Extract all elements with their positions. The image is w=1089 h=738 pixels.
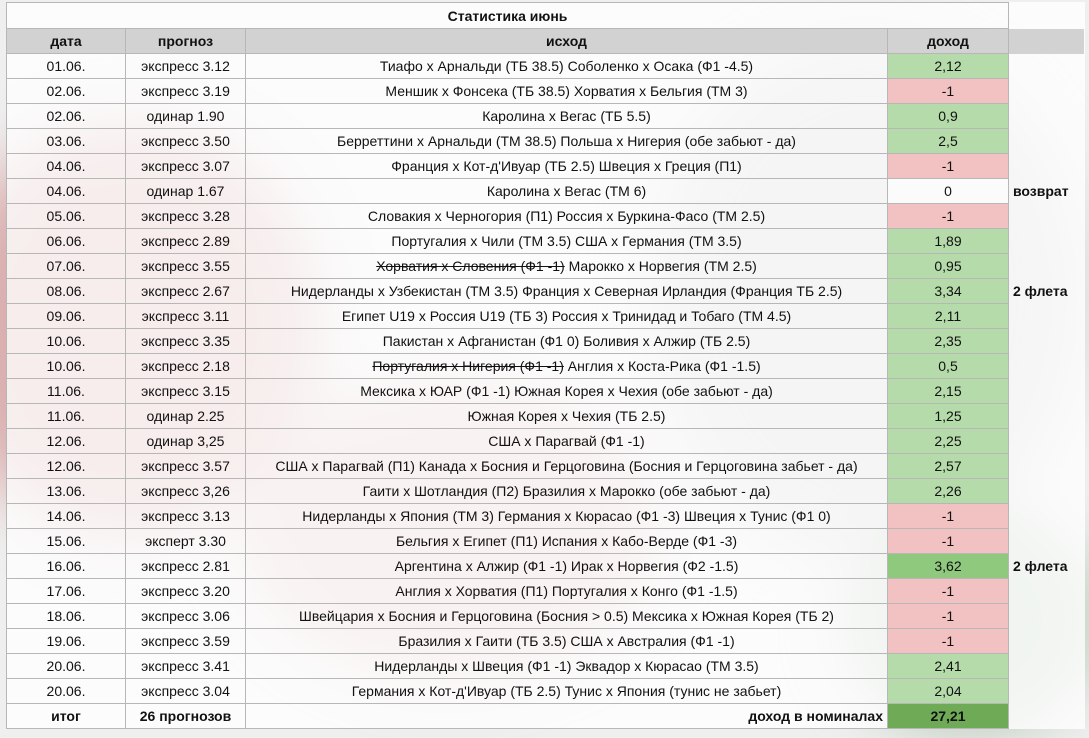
table-row	[7, 54, 1085, 79]
table-row	[7, 404, 1085, 429]
row-income: 2,15	[888, 379, 1009, 404]
row-outcome-text: Нидерланды х Япония (ТМ 3) Германия х Кюрасао (Ф1 -3) Швеция х Тунис (Ф1 0)	[302, 508, 831, 524]
row-income: 2,26	[888, 479, 1009, 504]
table-row	[7, 629, 1085, 654]
row-note	[1009, 604, 1085, 629]
row-income: -1	[888, 79, 1009, 104]
row-note	[1009, 429, 1085, 454]
row-outcome-text: Англия х Хорватия (П1) Португалия х Конго (Ф1 -1.5)	[395, 583, 738, 599]
row-outcome-text: Гаити х Шотландия (П2) Бразилия х Марокко (обе забьют - да)	[362, 483, 771, 499]
row-outcome-struck: Португалия х Нигерия (Ф1 -1)	[372, 358, 564, 374]
row-income: 2,12	[888, 54, 1009, 79]
row-outcome	[246, 504, 888, 529]
row-outcome-text: Швейцария х Босния и Герцоговина (Босния > 0.5) Мексика х Южная Корея (ТБ 2)	[299, 608, 834, 624]
row-note	[1009, 454, 1085, 479]
row-forecast: экспресс 3.41	[126, 654, 246, 679]
row-income: -1	[888, 504, 1009, 529]
row-outcome-text: Берреттини х Арнальди (ТМ 38.5) Польша х Нигерия (обе забьют - да)	[337, 133, 796, 149]
row-outcome	[246, 54, 888, 79]
row-date: 02.06.	[7, 104, 126, 129]
row-outcome-text: Марокко х Норвегия (ТМ 2.5)	[568, 258, 757, 274]
row-outcome-text: Южная Корея х Чехия (ТБ 2.5)	[467, 408, 666, 424]
row-income: 2,25	[888, 429, 1009, 454]
row-forecast: экспресс 3.04	[126, 679, 246, 704]
row-outcome-text: США х Парагвай (П1) Канада х Босния и Герцоговина (Босния и Герцоговина забьет - да)	[275, 458, 858, 474]
row-income: 0,5	[888, 354, 1009, 379]
row-outcome	[246, 279, 888, 304]
table-row	[7, 504, 1085, 529]
row-note	[1009, 529, 1085, 554]
row-note	[1009, 379, 1085, 404]
row-outcome-text: Нидерланды х Узбекистан (ТМ 3.5) Франция х Северная Ирландия (Франция ТБ 2.5)	[290, 283, 843, 299]
row-outcome	[246, 329, 888, 354]
table-row	[7, 579, 1085, 604]
table-row	[7, 154, 1085, 179]
row-outcome	[246, 604, 888, 629]
table-row	[7, 229, 1085, 254]
row-forecast: экспресс 3.06	[126, 604, 246, 629]
row-note	[1009, 104, 1085, 129]
total-label: итог	[7, 704, 126, 729]
row-forecast: одинар 2.25	[126, 404, 246, 429]
row-income: 3,34	[888, 279, 1009, 304]
row-outcome-text: Португалия х Чили (ТМ 3.5) США х Германия (ТМ 3.5)	[391, 233, 742, 249]
total-count: 26 прогнозов	[126, 704, 246, 729]
table-row	[7, 604, 1085, 629]
title-row	[7, 3, 1085, 29]
row-note	[1009, 479, 1085, 504]
row-date: 08.06.	[7, 279, 126, 304]
row-forecast: экспресс 3.57	[126, 454, 246, 479]
row-note	[1009, 504, 1085, 529]
row-income: 1,89	[888, 229, 1009, 254]
header-outcome: исход	[246, 29, 888, 54]
row-outcome-text: Аргентина х Алжир (Ф1 -1) Ирак х Норвегия (Ф2 -1.5)	[394, 558, 739, 574]
row-note: 2 флета	[1013, 283, 1068, 299]
row-note	[1009, 404, 1085, 429]
row-income: 0,95	[888, 254, 1009, 279]
row-income: 1,25	[888, 404, 1009, 429]
table-row	[7, 129, 1085, 154]
row-outcome	[246, 479, 888, 504]
table-row	[7, 679, 1085, 704]
row-outcome	[246, 104, 888, 129]
row-outcome	[246, 354, 888, 379]
row-date: 19.06.	[7, 629, 126, 654]
row-forecast: экспресс 2.18	[126, 354, 246, 379]
row-outcome	[246, 629, 888, 654]
table-row	[7, 379, 1085, 404]
row-forecast: экспресс 3.15	[126, 379, 246, 404]
row-note	[1009, 629, 1085, 654]
table-row	[7, 329, 1085, 354]
header-row	[7, 29, 1085, 54]
row-outcome	[246, 254, 888, 279]
table-row	[7, 179, 1085, 204]
row-income: 2,11	[888, 304, 1009, 329]
row-date: 11.06.	[7, 379, 126, 404]
header-date: дата	[7, 29, 126, 54]
row-forecast: экспресс 3.28	[126, 204, 246, 229]
row-outcome	[246, 304, 888, 329]
row-outcome-text: США х Парагвай (Ф1 -1)	[488, 433, 645, 449]
row-income: -1	[888, 529, 1009, 554]
table-row	[7, 554, 1085, 579]
row-outcome	[246, 79, 888, 104]
row-date: 10.06.	[7, 329, 126, 354]
row-outcome	[246, 129, 888, 154]
row-date: 20.06.	[7, 654, 126, 679]
table-row	[7, 304, 1085, 329]
row-forecast: экспресс 3.11	[126, 304, 246, 329]
row-date: 03.06.	[7, 129, 126, 154]
row-outcome	[246, 154, 888, 179]
row-note	[1009, 354, 1085, 379]
row-outcome-text: Тиафо х Арнальди (ТБ 38.5) Соболенко х Осака (Ф1 -4.5)	[379, 58, 754, 74]
row-income: -1	[888, 154, 1009, 179]
row-outcome	[246, 179, 888, 204]
row-note	[1009, 204, 1085, 229]
row-outcome	[246, 454, 888, 479]
row-forecast: одинар 3,25	[126, 429, 246, 454]
row-forecast: экспресс 3.35	[126, 329, 246, 354]
total-value: 27,21	[888, 704, 1009, 729]
table-row	[7, 279, 1085, 304]
row-outcome	[246, 404, 888, 429]
row-outcome-text: Мексика х ЮАР (Ф1 -1) Южная Корея х Чехия (обе забьют - да)	[360, 383, 773, 399]
row-date: 12.06.	[7, 429, 126, 454]
row-income: 2,5	[888, 129, 1009, 154]
row-forecast: экспресс 3.20	[126, 579, 246, 604]
row-outcome-text: Франция х Кот-д'Ивуар (ТБ 2.5) Швеция х Греция (П1)	[391, 158, 742, 174]
table-row	[7, 454, 1085, 479]
table-row	[7, 254, 1085, 279]
row-date: 11.06.	[7, 404, 126, 429]
row-outcome	[246, 379, 888, 404]
row-note	[1009, 79, 1085, 104]
row-date: 17.06.	[7, 579, 126, 604]
table-row	[7, 479, 1085, 504]
row-outcome-text: Англия х Коста-Рика (Ф1 -1.5)	[567, 358, 761, 374]
row-outcome-text: Бельгия х Египет (П1) Испания х Кабо-Верде (Ф1 -3)	[395, 533, 738, 549]
table-row	[7, 204, 1085, 229]
row-date: 12.06.	[7, 454, 126, 479]
row-outcome-text: Меншик х Фонсека (ТБ 38.5) Хорватия х Бельгия (ТМ 3)	[385, 83, 748, 99]
stats-table	[6, 2, 1085, 729]
row-outcome	[246, 679, 888, 704]
row-date: 01.06.	[7, 54, 126, 79]
row-date: 10.06.	[7, 354, 126, 379]
row-outcome-text: Каролина х Вегас (ТБ 5.5)	[482, 108, 651, 124]
row-forecast: экспресс 3.55	[126, 254, 246, 279]
row-outcome-text: Каролина х Вегас (ТМ 6)	[486, 183, 647, 199]
row-forecast: одинар 1.90	[126, 104, 246, 129]
row-forecast: экспресс 3.07	[126, 154, 246, 179]
row-outcome-text: Нидерланды х Швеция (Ф1 -1) Эквадор х Кюрасао (ТМ 3.5)	[374, 658, 759, 674]
row-date: 16.06.	[7, 554, 126, 579]
row-forecast: экспресс 3.50	[126, 129, 246, 154]
row-note	[1009, 579, 1085, 604]
row-income: 0,9	[888, 104, 1009, 129]
row-note	[1009, 654, 1085, 679]
row-date: 14.06.	[7, 504, 126, 529]
row-forecast: экспресс 3.59	[126, 629, 246, 654]
table-row	[7, 79, 1085, 104]
table-row	[7, 354, 1085, 379]
row-date: 15.06.	[7, 529, 126, 554]
row-note	[1009, 129, 1085, 154]
row-outcome-text: Египет U19 х Россия U19 (ТБ 3) Россия х Тринидад и Тобаго (ТМ 4.5)	[341, 308, 792, 324]
row-income: -1	[888, 604, 1009, 629]
header-forecast: прогноз	[126, 29, 246, 54]
row-income: 2,35	[888, 329, 1009, 354]
row-outcome	[246, 554, 888, 579]
row-forecast: экспресс 3,26	[126, 479, 246, 504]
row-date: 20.06.	[7, 679, 126, 704]
row-outcome-text: Словакия х Черногория (П1) Россия х Буркина-Фасо (ТМ 2.5)	[367, 208, 766, 224]
row-outcome	[246, 204, 888, 229]
row-note	[1009, 229, 1085, 254]
row-income: -1	[888, 629, 1009, 654]
row-forecast: эксперт 3.30	[126, 529, 246, 554]
row-income: 2,04	[888, 679, 1009, 704]
row-outcome-struck: Хорватия х Словения (Ф1 -1)	[376, 258, 565, 274]
table-row	[7, 654, 1085, 679]
row-note: 2 флета	[1013, 558, 1068, 574]
row-forecast: экспресс 2.81	[126, 554, 246, 579]
row-forecast: одинар 1.67	[126, 179, 246, 204]
row-date: 06.06.	[7, 229, 126, 254]
row-note	[1009, 304, 1085, 329]
row-outcome-text: Пакистан х Афганистан (Ф1 0) Боливия х Алжир (ТБ 2.5)	[382, 333, 751, 349]
row-forecast: экспресс 2.67	[126, 279, 246, 304]
row-outcome-text: Германия х Кот-д'Ивуар (ТБ 2.5) Тунис х Япония (тунис не забьет)	[351, 683, 782, 699]
row-income: 2,41	[888, 654, 1009, 679]
row-outcome	[246, 529, 888, 554]
row-income: 3,62	[888, 554, 1009, 579]
row-date: 04.06.	[7, 179, 126, 204]
row-outcome	[246, 579, 888, 604]
row-date: 04.06.	[7, 154, 126, 179]
row-note	[1009, 254, 1085, 279]
row-income: -1	[888, 204, 1009, 229]
table-row	[7, 429, 1085, 454]
row-date: 02.06.	[7, 79, 126, 104]
row-forecast: экспресс 3.19	[126, 79, 246, 104]
row-note	[1009, 54, 1085, 79]
row-note	[1009, 679, 1085, 704]
table-row	[7, 529, 1085, 554]
row-date: 18.06.	[7, 604, 126, 629]
row-note: возврат	[1013, 183, 1069, 199]
row-outcome-text: Бразилия х Гаити (ТБ 3.5) США х Австралия (Ф1 -1)	[398, 633, 735, 649]
row-outcome	[246, 429, 888, 454]
header-income: доход	[888, 29, 1009, 54]
row-date: 05.06.	[7, 204, 126, 229]
row-income: 0	[888, 179, 1009, 204]
table-title: Статистика июнь	[7, 3, 1009, 29]
row-income: 2,57	[888, 454, 1009, 479]
row-date: 07.06.	[7, 254, 126, 279]
row-forecast: экспресс 3.12	[126, 54, 246, 79]
row-date: 13.06.	[7, 479, 126, 504]
row-note	[1009, 154, 1085, 179]
row-note	[1009, 329, 1085, 354]
table-row	[7, 104, 1085, 129]
total-caption: доход в номиналах	[246, 704, 888, 729]
total-row	[7, 704, 1085, 729]
row-forecast: экспресс 3.13	[126, 504, 246, 529]
row-date: 09.06.	[7, 304, 126, 329]
row-income: -1	[888, 579, 1009, 604]
row-outcome	[246, 654, 888, 679]
row-forecast: экспресс 2.89	[126, 229, 246, 254]
row-outcome	[246, 229, 888, 254]
